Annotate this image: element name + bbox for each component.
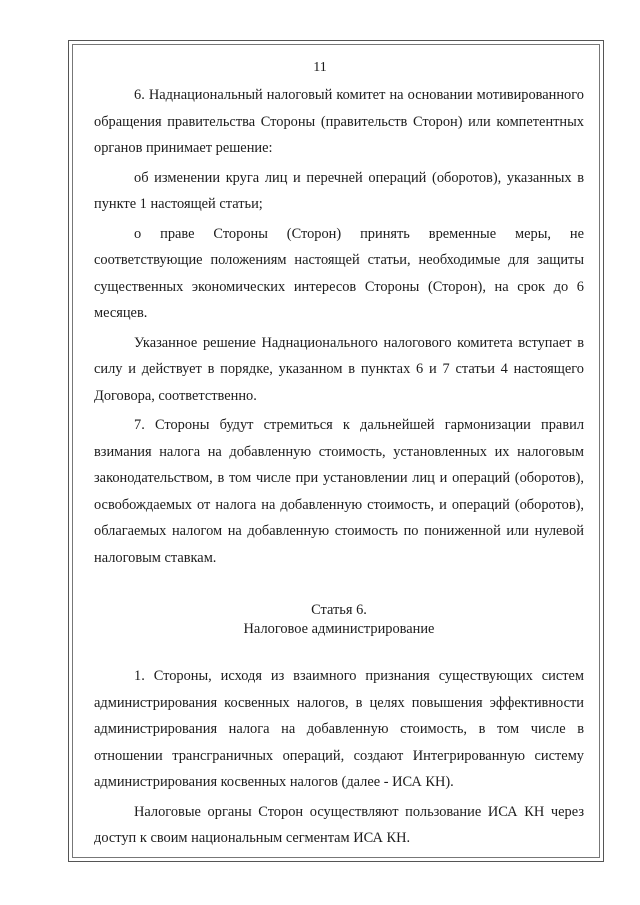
- page-number: 11: [313, 60, 327, 75]
- paragraph: 7. Стороны будут стремиться к дальнейшей гармонизации правил взимания налога на добавленную стоимость, установленных их налоговым законодательством, в том числе при установлении лиц и операций (оборотов), освобождаемых от налога на добавленную стоимость, и операций (оборотов), облагаемых налогом на добавленную стоимость по пониженной или нулевой налоговым ставкам.: [94, 417, 584, 566]
- paragraph: о праве Стороны (Сторон) принять временные меры, не соответствующие положениям настоящей статьи, необходимые для защиты существенных экономических интересов Стороны (Сторон), на срок до 6 месяцев.: [94, 225, 584, 321]
- document-body: [94, 82, 584, 852]
- article-subtitle: Налоговое администрирование: [243, 621, 435, 637]
- paragraph: 1. Стороны, исходя из взаимного признания существующих систем администрирования косвенных налогов, в целях повышения эффективности администрирования налога на добавленную стоимость, в том числе в отношении трансграничных операций, создают Интегрированную систему администрирования косвенных налогов (далее - ИСА КН).: [94, 668, 584, 790]
- article-title: Статья 6.: [311, 602, 367, 618]
- paragraph: об изменении круга лиц и перечней операций (оборотов), указанных в пункте 1 настоящей статьи;: [94, 169, 584, 212]
- paragraph: 6. Наднациональный налоговый комитет на основании мотивированного обращения правительства Стороны (правительств Сторон) или компетентных органов принимает решение:: [94, 87, 584, 156]
- paragraph: Налоговые органы Сторон осуществляют пользование ИСА КН через доступ к своим национальным сегментам ИСА КН.: [94, 803, 584, 846]
- article-heading: [94, 601, 584, 639]
- paragraph: Указанное решение Наднационального налогового комитета вступает в силу и действует в порядке, указанном в пунктах 6 и 7 статьи 4 настоящего Договора, соответственно.: [94, 334, 584, 404]
